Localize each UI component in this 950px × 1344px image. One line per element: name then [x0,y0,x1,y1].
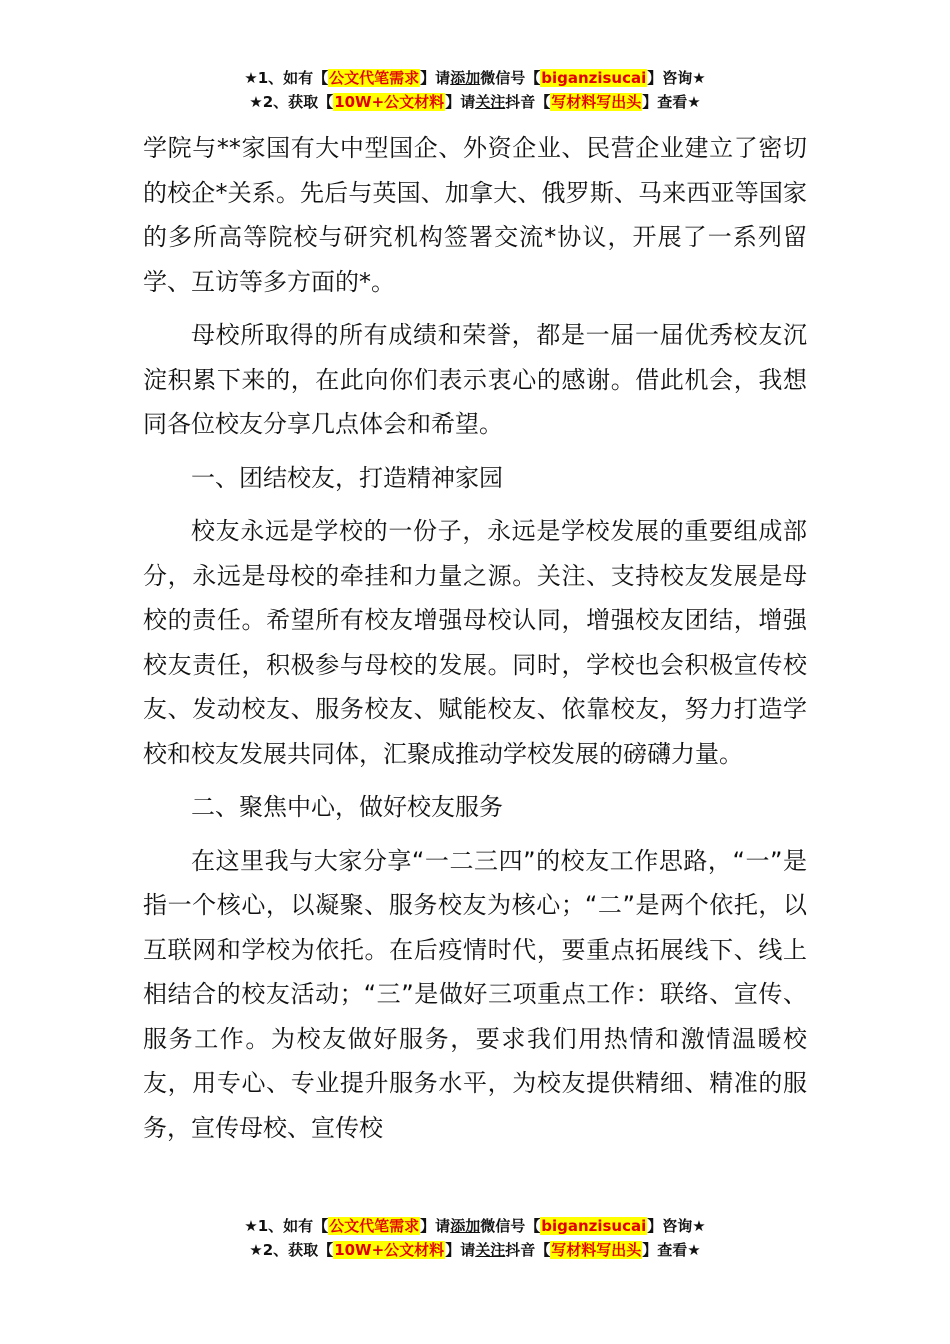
banner-line-1 [0,1214,950,1238]
banner-text: 抖音【 [505,1241,551,1259]
highlight-douyin-id: 写材料写出头 [551,93,642,111]
banner-line-1 [0,66,950,90]
banner-line-2 [0,90,950,114]
banner-text: 】请 [445,1241,476,1259]
banner-text: 】请 [445,93,476,111]
banner-underlined: 关注 [475,1241,506,1259]
banner-text: 抖音【 [505,93,551,111]
banner-underlined: 添加 [450,1217,481,1235]
section-heading-1: 一、团结校友，打造精神家园 [191,463,503,492]
document-body [143,126,807,1159]
banner-text: 微信号【 [480,1217,541,1235]
banner-text: 】咨询★ [647,69,706,87]
banner-text: ★2、获取【 [249,93,334,111]
highlight-wechat-id: biganzisucai [541,69,647,87]
paragraph: 校友永远是学校的一份子，永远是学校发展的重要组成部分，永远是母校的牵挂和力量之源。关注、支持校友发展是母校的责任。希望所有校友增强母校认同，增强校友团结，增强校友责任，积极参与母校的发展。同时，学校也会积极宣传校友、发动校友、服务校友、赋能校友、依靠校友，努力打造学校和校友发展共同体，汇聚成推动学校发展的磅礴力量。 [143,517,807,768]
banner-line-2 [0,1238,950,1262]
banner-underlined: 关注 [475,93,506,111]
highlight-service: 公文代笔需求 [329,69,420,87]
banner-text: ★2、获取【 [249,1241,334,1259]
highlight-wechat-id: biganzisucai [541,1217,647,1235]
highlight-douyin-id: 写材料写出头 [551,1241,642,1259]
banner-underlined: 添加 [450,69,481,87]
paragraph: 在这里我与大家分享“一二三四”的校友工作思路，“一”是指一个核心，以凝聚、服务校友为核心；“二”是两个依托，以互联网和学校为依托。在后疫情时代，要重点拓展线下、线上相结合的校友活动；“三”是做好三项重点工作：联络、宣传、服务工作。为校友做好服务，要求我们用热情和激情温暖校友，用专心、专业提升服务水平，为校友提供精细、精准的服务，宣传母校、宣传校 [143,846,807,1142]
banner-text: 微信号【 [480,69,541,87]
paragraph: 母校所取得的所有成绩和荣誉，都是一届一届优秀校友沉淀积累下来的，在此向你们表示衷心的感谢。借此机会，我想同各位校友分享几点体会和希望。 [143,321,807,438]
banner-text: 】请 [420,1217,451,1235]
highlight-materials: 10W+公文材料 [334,1241,445,1259]
highlight-materials: 10W+公文材料 [334,93,445,111]
highlight-service: 公文代笔需求 [329,1217,420,1235]
banner-text: 】咨询★ [647,1217,706,1235]
paragraph-continued: 学院与**家国有大中型国企、外资企业、民营企业建立了密切的校企*关系。先后与英国、加拿大、俄罗斯、马来西亚等国家的多所高等院校与研究机构签署交流*协议，开展了一系列留学、互访等多方面的*。 [143,134,807,296]
footer-banner [0,1214,950,1262]
banner-text: ★1、如有【 [244,69,329,87]
banner-text: 】查看★ [642,1241,701,1259]
banner-text: 】请 [420,69,451,87]
banner-text: ★1、如有【 [244,1217,329,1235]
banner-text: 】查看★ [642,93,701,111]
header-banner [0,66,950,114]
section-heading-2: 二、聚焦中心，做好校友服务 [191,793,503,821]
